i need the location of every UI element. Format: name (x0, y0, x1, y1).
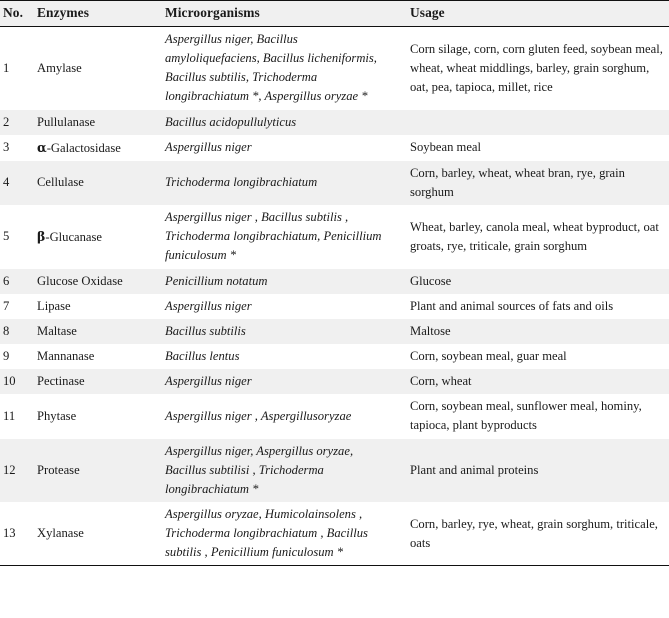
cell-no: 3 (0, 135, 27, 161)
cell-usage: Corn, soybean meal, guar meal (405, 344, 669, 369)
cell-no: 6 (0, 269, 27, 294)
cell-usage: Soybean meal (405, 135, 669, 161)
cell-enzyme: Cellulase (27, 161, 160, 205)
table-row (0, 269, 669, 294)
cell-no: 1 (0, 27, 27, 110)
cell-usage: Glucose (405, 269, 669, 294)
table-row (0, 319, 669, 344)
cell-usage: Corn, soybean meal, sunflower meal, hominy, tapioca, plant byproducts (405, 394, 669, 438)
greek-letter: β (37, 228, 46, 244)
cell-enzyme: Mannanase (27, 344, 160, 369)
cell-enzyme: Pectinase (27, 369, 160, 394)
enzyme-name-suffix: -Galactosidase (46, 140, 121, 155)
column-header-enzymes: Enzymes (27, 1, 160, 27)
cell-enzyme (27, 205, 160, 268)
column-header-usage: Usage (405, 1, 669, 27)
table-row (0, 205, 669, 268)
table-row (0, 344, 669, 369)
cell-microorganisms: Bacillus lentus (160, 344, 405, 369)
cell-no: 9 (0, 344, 27, 369)
cell-enzyme: Protease (27, 439, 160, 502)
cell-enzyme: Pullulanase (27, 110, 160, 135)
cell-enzyme: Amylase (27, 27, 160, 110)
cell-enzyme: Xylanase (27, 502, 160, 566)
cell-no: 10 (0, 369, 27, 394)
table-row (0, 394, 669, 438)
cell-usage: Plant and animal proteins (405, 439, 669, 502)
cell-no: 5 (0, 205, 27, 268)
cell-no: 12 (0, 439, 27, 502)
cell-enzyme (27, 135, 160, 161)
cell-no: 2 (0, 110, 27, 135)
cell-no: 7 (0, 294, 27, 319)
cell-microorganisms: Bacillus acidopullulyticus (160, 110, 405, 135)
table-row (0, 110, 669, 135)
cell-microorganisms: Bacillus subtilis (160, 319, 405, 344)
cell-usage: Corn, barley, wheat, wheat bran, rye, grain sorghum (405, 161, 669, 205)
cell-no: 4 (0, 161, 27, 205)
table-header (0, 1, 669, 27)
cell-enzyme: Maltase (27, 319, 160, 344)
cell-microorganisms: Aspergillus niger (160, 135, 405, 161)
greek-letter: α (37, 139, 47, 155)
table-row (0, 502, 669, 566)
cell-microorganisms: Aspergillus niger, Bacillus amyloliquefaciens, Bacillus licheniformis, Bacillus subtilis, Trichoderma longibrachiatum *, Aspergillus oryzae * (160, 27, 405, 110)
cell-usage: Corn, wheat (405, 369, 669, 394)
table-body (0, 27, 669, 566)
cell-microorganisms: Aspergillus niger , Aspergillusoryzae (160, 394, 405, 438)
cell-usage: Maltose (405, 319, 669, 344)
table-row (0, 27, 669, 110)
cell-microorganisms: Aspergillus oryzae, Humicolainsolens , Trichoderma longibrachiatum , Bacillus subtilis , Penicillium funiculosum * (160, 502, 405, 566)
cell-enzyme: Glucose Oxidase (27, 269, 160, 294)
table-row (0, 439, 669, 502)
cell-microorganisms: Trichoderma longibrachiatum (160, 161, 405, 205)
enzyme-name-suffix: -Glucanase (45, 229, 103, 244)
cell-enzyme: Phytase (27, 394, 160, 438)
cell-usage: Corn silage, corn, corn gluten feed, soybean meal, wheat, wheat middlings, barley, grain sorghum, oat, pea, tapioca, millet, rice (405, 27, 669, 110)
column-header-no: No. (0, 1, 27, 27)
cell-usage: Wheat, barley, canola meal, wheat byproduct, oat groats, rye, triticale, grain sorghum (405, 205, 669, 268)
cell-enzyme: Lipase (27, 294, 160, 319)
header-row (0, 1, 669, 27)
column-header-microorganisms: Microorganisms (160, 1, 405, 27)
cell-no: 8 (0, 319, 27, 344)
table-row (0, 161, 669, 205)
table-row (0, 135, 669, 161)
cell-microorganisms: Aspergillus niger, Aspergillus oryzae, Bacillus subtilisi , Trichoderma longibrachiatum * (160, 439, 405, 502)
cell-usage: Corn, barley, rye, wheat, grain sorghum, triticale, oats (405, 502, 669, 566)
cell-microorganisms: Aspergillus niger (160, 369, 405, 394)
cell-microorganisms: Aspergillus niger , Bacillus subtilis , Trichoderma longibrachiatum, Penicillium funiculosum * (160, 205, 405, 268)
cell-usage (405, 110, 669, 135)
table-row (0, 294, 669, 319)
table-row (0, 369, 669, 394)
cell-no: 11 (0, 394, 27, 438)
cell-microorganisms: Penicillium notatum (160, 269, 405, 294)
cell-usage: Plant and animal sources of fats and oils (405, 294, 669, 319)
cell-microorganisms: Aspergillus niger (160, 294, 405, 319)
cell-no: 13 (0, 502, 27, 566)
